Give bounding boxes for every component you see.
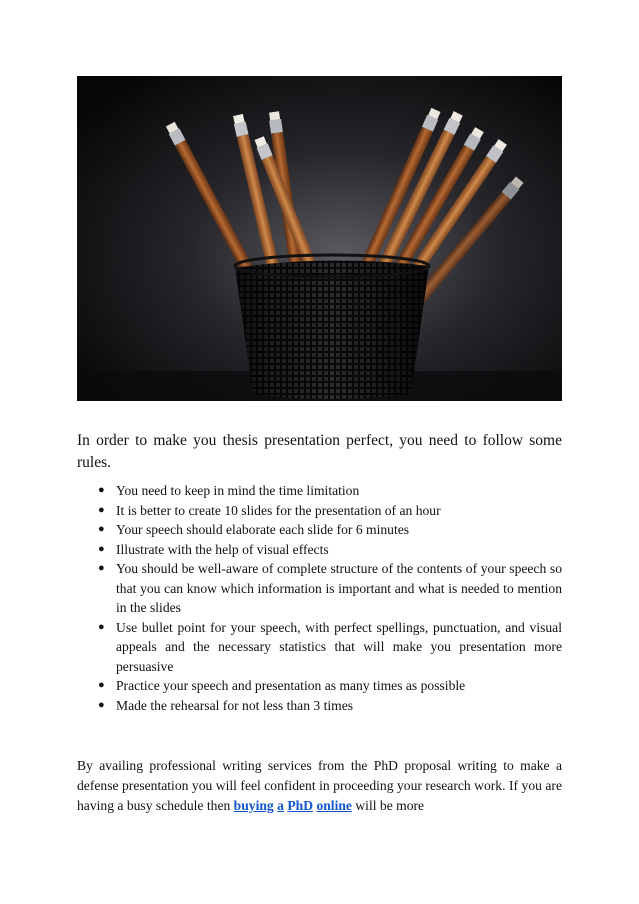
bullet-icon: ● [98, 542, 105, 555]
bullet-icon: ● [98, 523, 105, 535]
outro-paragraph: By availing professional writing services from the PhD proposal writing to make a defense presentation you will feel confident in proceeding your research work. If you are having a busy schedule then buying a PhD online will be more [77, 758, 562, 813]
link-a[interactable]: a [277, 798, 284, 813]
link-buying[interactable]: buying [233, 798, 274, 813]
bullet-icon: ● [98, 679, 105, 691]
bullet-icon: ● [98, 562, 105, 574]
list-item: ● Made the rehearsal for not less than 3 times [96, 696, 562, 716]
list-item: ● Your speech should elaborate each slide for 6 minutes [96, 520, 562, 540]
list-item: ● Use bullet point for your speech, with perfect spellings, punctuation, and visual appeals and the necessary statistics that will make you presentation more persuasive [98, 619, 562, 674]
bullet-icon: ● [98, 503, 105, 516]
bullet-icon: ● [98, 698, 105, 711]
list-item: ● You should be well-aware of complete structure of the contents of your speech so that you can know which information is important and what is needed to mention in the slides [98, 561, 562, 615]
pencils-cup-photo [77, 76, 562, 401]
list-item: ● Practice your speech and presentation as many times as possible [96, 676, 562, 696]
list-item: ● It is better to create 10 slides for the presentation of an hour [96, 501, 562, 521]
link-phd[interactable]: PhD [287, 798, 314, 813]
intro-paragraph: In order to make you thesis presentation perfect, you need to follow some rules. [77, 432, 562, 471]
bullet-icon: ● [98, 484, 105, 496]
link-online[interactable]: online [316, 798, 352, 813]
list-item: ● You need to keep in mind the time limitation [96, 481, 562, 501]
list-item: ● Illustrate with the help of visual effects [96, 540, 562, 560]
bullet-icon: ● [98, 620, 105, 633]
rules-list [96, 481, 562, 715]
mesh-cup [235, 255, 429, 399]
